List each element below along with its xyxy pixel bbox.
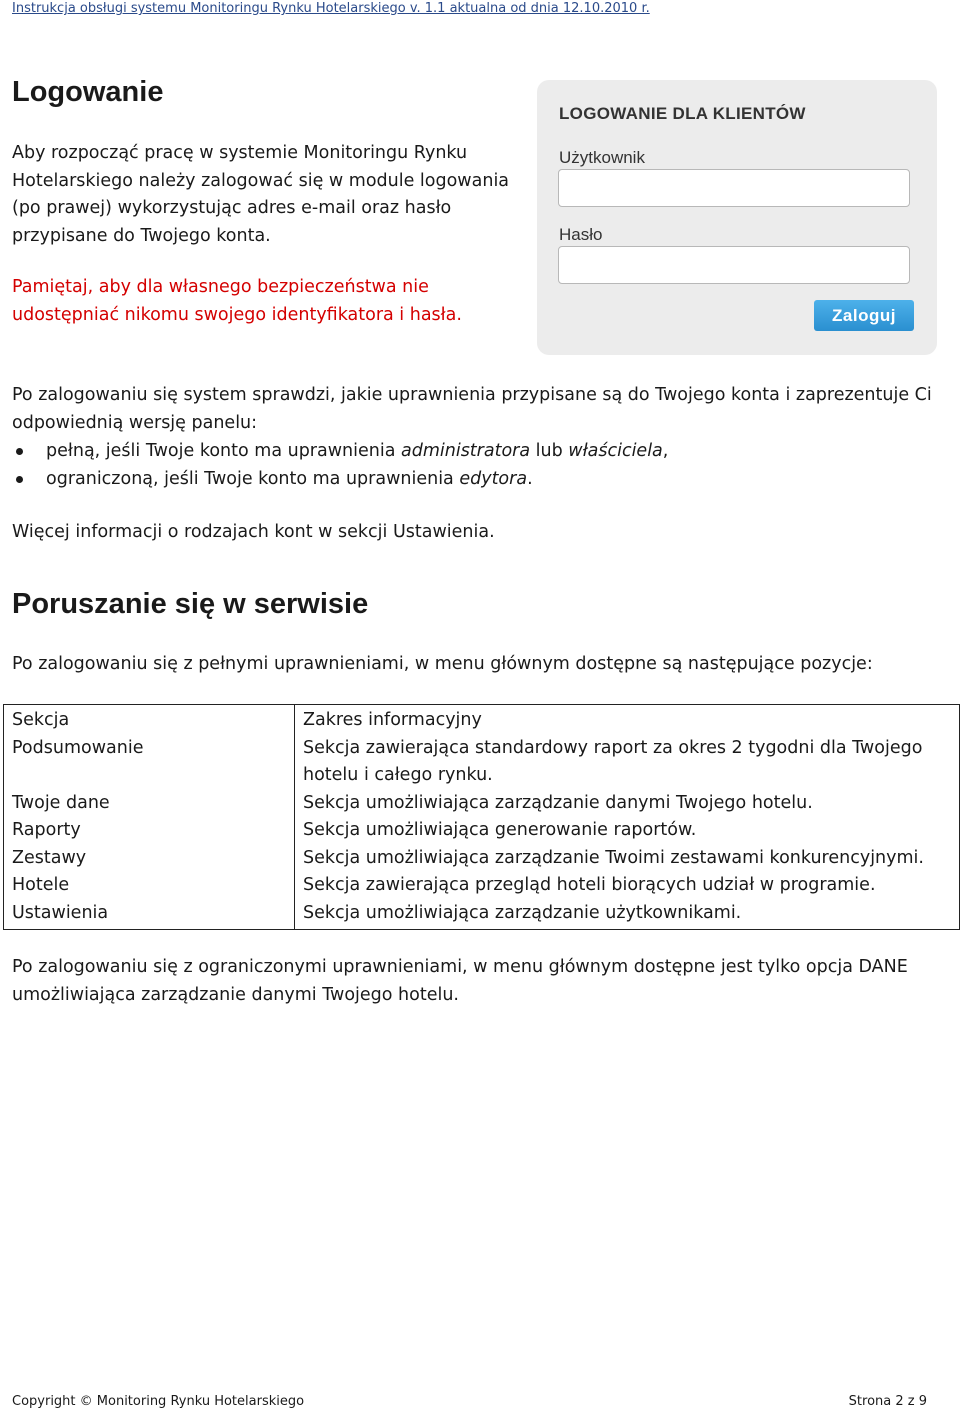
login-panel [537,80,937,355]
table-cell-section: Zestawy [4,845,295,873]
document-header [12,0,952,18]
table-row [4,790,960,818]
heading-navigation: Poruszanie się w serwisie [12,588,369,620]
login-panel-title: LOGOWANIE DLA KLIENTÓW [559,104,806,123]
username-input[interactable] [558,169,910,207]
navigation-intro-paragraph: Po zalogowaniu się z pełnymi uprawnieniami, w menu głównym dostępne są następujące pozycje: [12,654,873,674]
login-intro-paragraph: Aby rozpocząć pracę w systemie Monitoringu Rynku Hotelarskiego należy zalogować się w module logowania (po prawej) wykorzystując adres e-mail oraz hasło przypisane do Twojego konta. [12,143,510,246]
table-header-section: Sekcja [4,705,295,735]
table-cell-scope: Sekcja zawierająca przegląd hoteli biorących udział w programie. [303,875,876,895]
bullet-text: ograniczoną, jeśli Twoje konto ma uprawnienia [46,469,460,489]
heading-logowanie: Logowanie [12,76,164,108]
table-row [4,817,960,845]
username-label: Użytkownik [559,148,645,167]
table-cell-scope: Sekcja umożliwiająca zarządzanie użytkownikami. [303,902,742,923]
table-header-scope: Zakres informacyjny [303,710,482,730]
table-cell-section: Ustawienia [4,900,295,930]
login-button[interactable]: Zaloguj [814,300,914,331]
table-header-row [4,705,960,735]
panel-version-list [12,437,942,493]
table-cell-section: Twoje dane [4,790,295,818]
role-editor: edytora [459,469,528,489]
document-header-text: Instrukcja obsługi systemu Monitoringu Rynku Hotelarskiego v. 1.1 aktualna od dnia 12.10.2010 r. [12,1,650,16]
list-item [12,437,942,465]
more-info-paragraph: Więcej informacji o rodzajach kont w sekcji Ustawienia. [12,522,495,542]
bullet-text: , [662,441,669,461]
list-item [12,465,942,493]
table-cell-scope: Sekcja umożliwiająca zarządzanie danymi Twojego hotelu. [303,792,813,813]
page-footer [12,1394,927,1409]
page-number: Strona 2 z 9 [848,1394,927,1409]
role-administrator: administratora [401,441,531,461]
table-row [4,900,960,930]
bullet-text: . [527,469,533,489]
role-owner: właściciela [568,441,663,461]
copyright-text: Copyright © Monitoring Rynku Hotelarskiego [12,1394,305,1409]
table-cell-scope: Sekcja umożliwiająca zarządzanie Twoimi zestawami konkurencyjnymi. [303,847,924,868]
table-row [4,872,960,900]
password-label: Hasło [559,225,603,244]
bullet-text: lub [530,441,569,461]
password-input[interactable] [558,246,910,284]
security-warning: Pamiętaj, aby dla własnego bezpieczeństwa nie udostępniać nikomu swojego identyfikatora i hasła. [12,277,462,325]
table-cell-section: Hotele [4,872,295,900]
table-cell-scope: Sekcja zawierająca standardowy raport za okres 2 tygodni dla Twojego hotelu i całego rynku. [303,737,923,785]
table-cell-section: Podsumowanie [4,735,295,790]
restricted-access-paragraph: Po zalogowaniu się z ograniczonymi uprawnieniami, w menu głównym dostępne jest tylko opcja DANE umożliwiająca zarządzanie danymi Twojego hotelu. [12,957,908,1005]
after-login-paragraph: Po zalogowaniu się system sprawdzi, jakie uprawnienia przypisane są do Twojego konta i zaprezentuje Ci odpowiednią wersję panelu: [12,385,932,433]
table-row [4,735,960,790]
table-cell-scope: Sekcja umożliwiająca generowanie raportów. [303,820,697,840]
table-cell-section: Raporty [4,817,295,845]
bullet-text: pełną, jeśli Twoje konto ma uprawnienia [46,441,401,461]
sections-table [3,704,960,930]
table-row [4,845,960,873]
